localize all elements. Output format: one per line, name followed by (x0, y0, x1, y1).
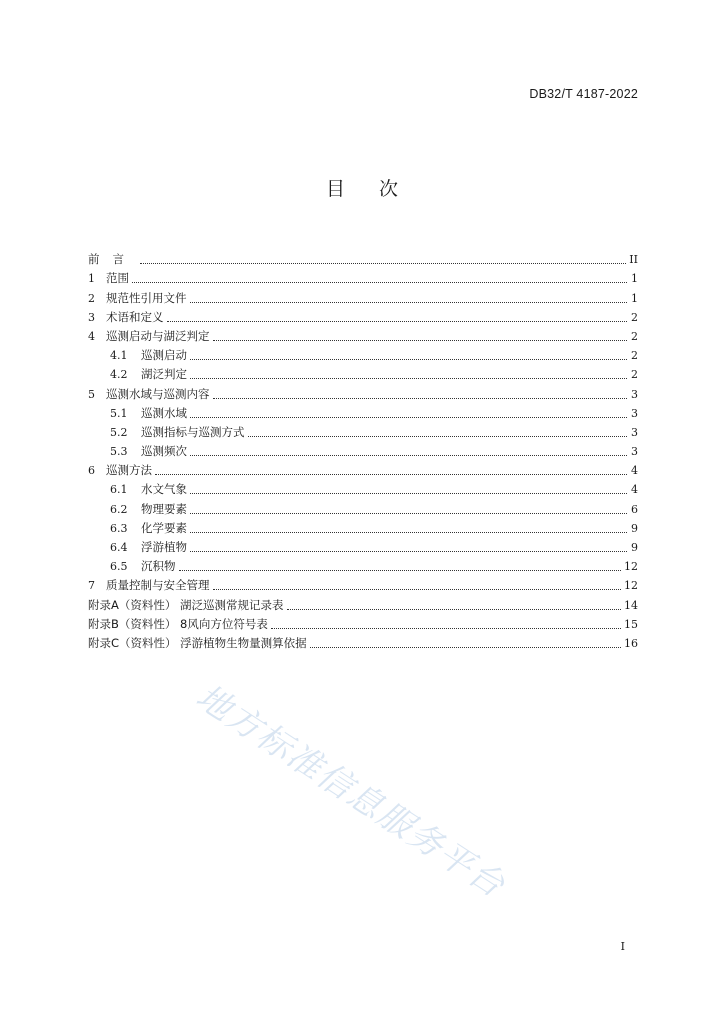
toc-entry-title: 范围 (106, 271, 129, 286)
toc-entry[interactable] (88, 266, 638, 285)
toc-dot-leader (248, 436, 628, 437)
toc-entry[interactable] (88, 439, 638, 458)
toc-entry[interactable] (88, 343, 638, 362)
toc-title: 目 次 (325, 178, 413, 200)
toc-entry-title: 附录C（资料性） 浮游植物生物量测算依据 (88, 635, 307, 650)
toc-entry-page: 14 (624, 598, 638, 612)
toc-dot-leader (190, 378, 627, 379)
toc-entry-title: 沉积物 (141, 559, 176, 574)
toc-entry-number: 5.2 (110, 425, 128, 439)
toc-entry-title: 前言 (88, 252, 137, 267)
toc-entry-number: 5.1 (110, 406, 128, 420)
toc-entry-page: 9 (631, 521, 638, 535)
toc-entry-number: 4 (88, 329, 95, 343)
toc-entry-page: 16 (624, 636, 638, 650)
toc-entry-number: 7 (88, 579, 95, 593)
toc-entry-page: 6 (631, 502, 638, 516)
toc-dot-leader (179, 570, 622, 571)
toc-entry-page: 1 (631, 272, 638, 286)
document-code: DB32/T 4187-2022 (529, 87, 638, 101)
toc-entry-title: 化学要素 (141, 520, 187, 535)
toc-entry[interactable] (88, 612, 638, 631)
toc-entry-title: 物理要素 (141, 501, 187, 516)
toc-entry[interactable] (88, 381, 638, 400)
toc-entry-page: II (629, 253, 638, 267)
toc-entry-title: 附录A（资料性） 湖泛巡测常规记录表 (88, 597, 284, 612)
toc-entry-title: 规范性引用文件 (106, 290, 187, 305)
toc-entry-page: 2 (631, 349, 638, 363)
toc-dot-leader (190, 551, 627, 552)
toc-dot-leader (140, 263, 626, 264)
toc-entry-page: 2 (631, 329, 638, 343)
toc-entry-page: 2 (631, 310, 638, 324)
toc-entry-number: 3 (88, 310, 95, 324)
toc-dot-leader (190, 513, 627, 514)
toc-dot-leader (287, 609, 621, 610)
toc-entry-number: 4.1 (110, 349, 128, 363)
toc-entry[interactable] (88, 554, 638, 573)
toc-dot-leader (190, 532, 627, 533)
toc-entry-page: 1 (631, 291, 638, 305)
toc-entry-number: 6.2 (110, 502, 128, 516)
toc-entry-title: 巡测水域 (141, 405, 187, 420)
table-of-contents (88, 247, 638, 650)
toc-entry[interactable] (88, 305, 638, 324)
toc-dot-leader (167, 321, 628, 322)
toc-entry[interactable] (88, 535, 638, 554)
toc-dot-leader (271, 628, 621, 629)
toc-dot-leader (190, 493, 627, 494)
toc-entry-number: 6.3 (110, 521, 128, 535)
toc-entry-page: 4 (631, 464, 638, 478)
toc-entry[interactable] (88, 420, 638, 439)
page-number: I (620, 940, 625, 953)
toc-entry-number: 6 (88, 464, 95, 478)
toc-entry-title: 巡测方法 (106, 463, 152, 478)
toc-entry-number: 2 (88, 291, 95, 305)
toc-entry[interactable] (88, 573, 638, 592)
toc-entry-number: 4.2 (110, 368, 128, 382)
toc-entry-page: 3 (631, 445, 638, 459)
toc-entry[interactable] (88, 458, 638, 477)
toc-entry-page: 9 (631, 541, 638, 554)
toc-entry-title: 湖泛判定 (141, 367, 187, 382)
toc-entry[interactable] (88, 631, 638, 650)
toc-entry-title: 巡测水域与巡测内容 (106, 386, 210, 401)
toc-entry-page: 2 (631, 368, 638, 382)
toc-dot-leader (213, 398, 628, 399)
toc-entry[interactable] (88, 401, 638, 420)
toc-entry-title: 术语和定义 (106, 309, 164, 324)
toc-entry-number: 1 (88, 272, 95, 286)
toc-entry-page: 12 (624, 579, 638, 593)
toc-dot-leader (190, 359, 627, 360)
toc-dot-leader (213, 589, 622, 590)
toc-entry[interactable] (88, 592, 638, 611)
toc-entry-page: 12 (624, 560, 638, 574)
toc-entry-title: 浮游植物 (141, 540, 187, 554)
toc-entry-number: 5.3 (110, 445, 128, 459)
toc-entry-title: 质量控制与安全管理 (106, 578, 210, 593)
toc-entry[interactable] (88, 324, 638, 343)
toc-entry-title: 巡测启动与湖泛判定 (106, 328, 210, 343)
toc-entry-title: 巡测启动 (141, 348, 187, 363)
toc-entry[interactable] (88, 496, 638, 515)
toc-entry-page: 3 (631, 406, 638, 420)
toc-dot-leader (190, 455, 627, 456)
toc-entry-number: 6.4 (110, 541, 128, 554)
toc-entry-number: 6.5 (110, 560, 128, 574)
toc-dot-leader (190, 302, 628, 303)
toc-dot-leader (310, 647, 621, 648)
toc-entry-page: 15 (624, 617, 638, 631)
toc-entry-page: 3 (631, 387, 638, 401)
toc-entry-number: 6.1 (110, 483, 128, 497)
toc-dot-leader (155, 474, 627, 475)
toc-entry-page: 4 (631, 483, 638, 497)
toc-entry[interactable] (88, 247, 638, 266)
toc-dot-leader (132, 282, 627, 283)
toc-entry-page: 3 (631, 425, 638, 439)
toc-entry[interactable] (88, 516, 638, 535)
toc-entry[interactable] (88, 362, 638, 381)
toc-dot-leader (213, 340, 628, 341)
toc-entry-title: 巡测指标与巡测方式 (141, 424, 245, 439)
toc-entry-number: 5 (88, 387, 95, 401)
watermark: 地方标准信息服务平台 (188, 676, 513, 907)
toc-entry-title: 巡测频次 (141, 444, 187, 459)
toc-entry[interactable] (88, 477, 638, 496)
toc-entry[interactable] (88, 285, 638, 304)
toc-entry-title: 水文气象 (141, 482, 187, 497)
toc-entry-title: 附录B（资料性） 8风向方位符号表 (88, 616, 268, 631)
toc-dot-leader (190, 417, 627, 418)
